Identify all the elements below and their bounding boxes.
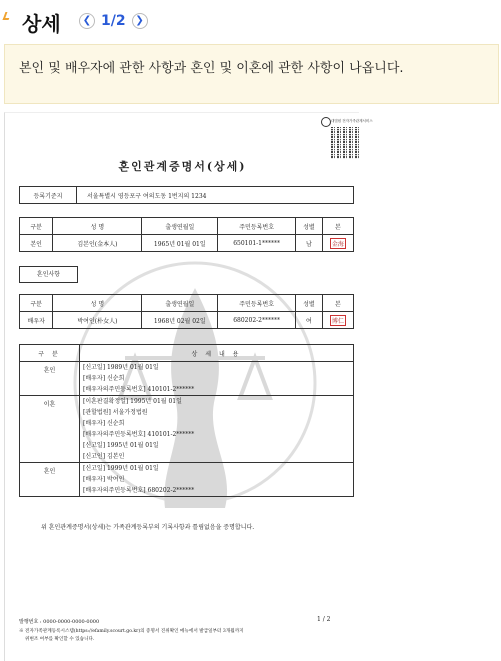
cell: 여 [296, 312, 323, 329]
detail-line: [배우자의주민등록번호] 410101-2****** [83, 431, 195, 438]
detail-row [20, 463, 354, 497]
section-label: 혼인사항 [19, 266, 78, 283]
cell: 김본인(金本人) [53, 235, 142, 252]
table-header-row [20, 345, 354, 362]
cell: 1968년 02월 02일 [142, 312, 218, 329]
header-cell: 성별 [296, 218, 323, 235]
certification-statement: 위 혼인관계증명서(상세)는 가족관계등록부의 기록사항과 틀림없음을 증명합니다. [41, 524, 255, 531]
detail-row [20, 362, 354, 396]
detail-line: [신고일] 1989년 01월 01일 [83, 364, 159, 371]
qr-label: 대법원 전자가족관계서비스 [331, 119, 373, 123]
detail-line: [신고일] 1995년 01월 01일 [83, 442, 159, 449]
footnote-line: ※ 전자가족관계등록시스템(https://efamily.scourt.go.kr)의 증명서 진위확인 메뉴에서 발급일부터 3개월까지 [19, 629, 244, 634]
detail-line: [신고일] 1999년 01월 01일 [83, 465, 159, 472]
table-header-row [20, 295, 354, 312]
next-page-button[interactable] [132, 13, 148, 29]
header-cell: 주민등록번호 [218, 295, 296, 312]
header-cell: 구분 [20, 218, 53, 235]
header-cell: 성 명 [53, 218, 142, 235]
header-cell: 구분 [20, 295, 53, 312]
cell: 650101-1****** [218, 235, 296, 252]
header-cell: 성별 [296, 295, 323, 312]
cell: 680202-2****** [218, 312, 296, 329]
header-cell: 구 분 [20, 345, 80, 362]
detail-lines [80, 396, 354, 463]
self-table [19, 217, 354, 252]
section-marker-icon [3, 12, 12, 20]
detail-kind: 혼인 [20, 362, 80, 396]
chevron-left-icon: ❮ [82, 15, 92, 26]
header-cell: 주민등록번호 [218, 218, 296, 235]
detail-line: [배우자] 신순희 [83, 375, 125, 382]
detail-line: [배우자의주민등록번호] 410101-2****** [83, 386, 195, 393]
origin-seal: 博仁 [330, 315, 346, 326]
cell [322, 235, 353, 252]
cell: 본인 [20, 235, 53, 252]
detail-line: [이혼판결확정일] 1995년 01월 01일 [83, 398, 182, 405]
detail-row [20, 396, 354, 463]
table-header-row [20, 218, 354, 235]
registry-table [19, 186, 354, 204]
detail-lines [80, 463, 354, 497]
self-row [20, 235, 354, 252]
detail-line: [배우자] 박여인 [83, 476, 125, 483]
detail-table [19, 344, 354, 497]
certificate-document [4, 112, 373, 661]
cell [322, 312, 353, 329]
header-cell: 상 세 내 용 [80, 345, 354, 362]
pager [79, 11, 148, 31]
page-indicator: 1/2 [101, 13, 126, 29]
page-title: 상세 [22, 12, 61, 36]
cell: 남 [296, 235, 323, 252]
spouse-row [20, 312, 354, 329]
spouse-table [19, 294, 354, 329]
issue-number: 발행번호 : 0000-0000-0000-0000 [19, 619, 100, 625]
header-cell: 본 [322, 295, 353, 312]
registry-value: 서울특별시 영등포구 여의도동 1번지의 1234 [77, 187, 354, 204]
court-logo-icon [321, 117, 331, 127]
header-cell: 성 명 [53, 295, 142, 312]
detail-line: [신고인] 김본인 [83, 453, 125, 460]
footnote-line: 위변조 여부를 확인할 수 있습니다. [25, 637, 95, 642]
detail-kind: 혼인 [20, 463, 80, 497]
detail-kind: 이혼 [20, 396, 80, 463]
prev-page-button[interactable] [79, 13, 95, 29]
header-cell: 출생연월일 [142, 218, 218, 235]
detail-lines [80, 362, 354, 396]
cell: 박여인(朴女人) [53, 312, 142, 329]
detail-line: [배우자] 신순희 [83, 420, 125, 427]
detail-line: [관할법원] 서울가정법원 [83, 409, 148, 416]
chevron-right-icon: ❯ [135, 15, 144, 26]
document-title: 혼인관계증명서(상세) [118, 160, 247, 173]
origin-seal: 金海 [330, 238, 346, 249]
page-header [0, 0, 501, 44]
footnote [19, 628, 244, 644]
qr-code [331, 127, 359, 159]
page-count: 1 / 2 [317, 616, 331, 623]
cell: 배우자 [20, 312, 53, 329]
header-cell: 출생연월일 [142, 295, 218, 312]
detail-line: [배우자의주민등록번호] 680202-2****** [83, 487, 195, 494]
cell: 1965년 01월 01일 [142, 235, 218, 252]
header-cell: 본 [322, 218, 353, 235]
registry-label: 등록기준지 [20, 187, 77, 204]
info-banner [4, 44, 499, 104]
info-text: 본인 및 배우자에 관한 사항과 혼인 및 이혼에 관한 사항이 나옵니다. [19, 61, 404, 76]
